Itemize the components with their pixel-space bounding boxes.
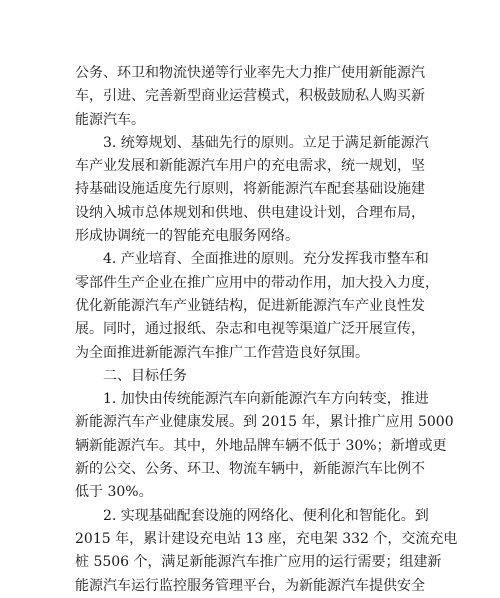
text-line: 辆新能源汽车。其中，外地品牌车辆不低于 30%；新增或更: [75, 437, 447, 454]
text-line: 桩 5506 个，满足新能源汽车推广应用的运行需要；组建新: [75, 554, 442, 571]
text-line: 持基础设施适度先行原则，将新能源汽车配套基础设施建: [75, 181, 425, 198]
text-line: 设纳入城市总体规划和供地、供电建设计划，合理布局，: [75, 204, 425, 221]
text-line: 展。同时，通过报纸、杂志和电视等渠道广泛开展宣传，: [75, 321, 425, 338]
text-line: 为全面推进新能源汽车推广工作营造良好氛围。: [75, 344, 369, 361]
document-body: [75, 62, 458, 598]
text-line: 能源汽车。: [75, 111, 145, 128]
text-line: 形成协调统一的智能充电服务网络。: [75, 228, 299, 245]
text-line: 二、目标任务: [103, 367, 187, 384]
text-line: 优化新能源汽车产业链结构，促进新能源汽车产业良性发: [75, 297, 425, 314]
text-line: 公务、环卫和物流快递等行业率先大力推广使用新能源汽: [75, 65, 425, 81]
text-line: 车，引进、完善新型商业运营模式，积极鼓励私人购买新: [75, 88, 425, 105]
text-line: 新能源汽车产业健康发展。到 2015 年，累计推广应用 5000: [75, 414, 454, 431]
text-line: 4. 产业培育、全面推进的原则。充分发挥我市整车和: [103, 251, 429, 268]
text-line: 2. 实现基础配套设施的网络化、便利化和智能化。到: [103, 507, 429, 524]
text-line: 能源汽车运行监控服务管理平台，为新能源汽车提供安全: [75, 577, 425, 594]
text-line: 车产业发展和新能源汽车用户的充电需求，统一规划，坚: [75, 158, 425, 175]
text-line: 1. 加快由传统能源汽车向新能源汽车方向转变，推进: [103, 391, 429, 408]
text-line: 低于 30%。: [75, 484, 153, 501]
text-line: 2015 年，累计建设充电站 13 座，充电架 332 个，交流充电: [75, 530, 458, 547]
text-line: 零部件生产企业在推广应用中的带动作用，加大投入力度，: [75, 274, 439, 291]
text-line: 3. 统筹规划、基础先行的原则。立足于满足新能源汽: [103, 134, 429, 151]
text-line: 新的公交、公务、环卫、物流车辆中，新能源汽车比例不: [75, 461, 425, 478]
